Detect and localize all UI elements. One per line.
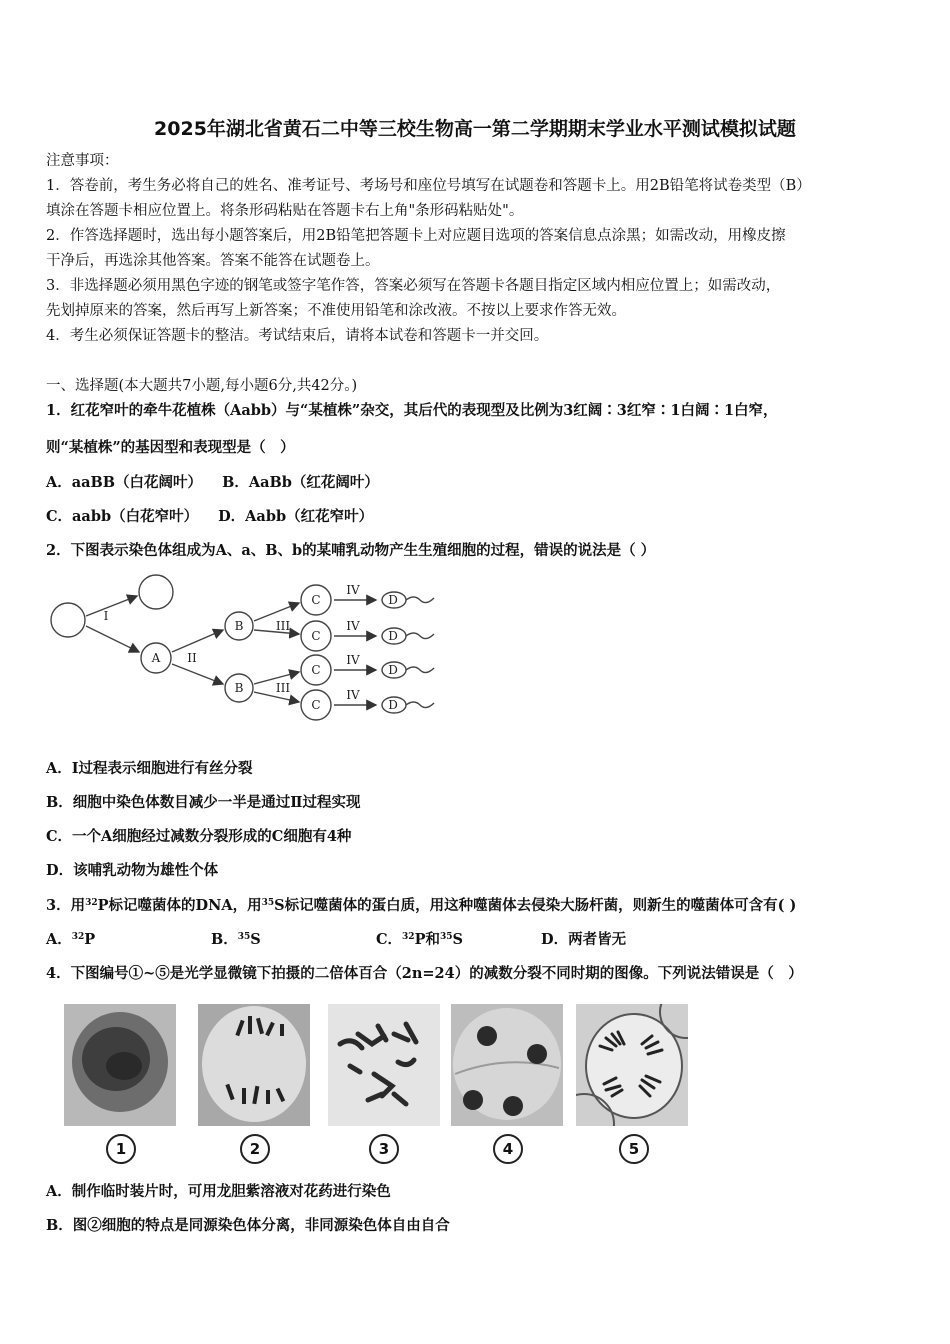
micrograph-1 bbox=[64, 1004, 176, 1126]
section-heading: 一、选择题(本大题共7小题,每小题6分,共42分。) bbox=[46, 378, 358, 394]
label-cell-c: C bbox=[311, 698, 321, 712]
micrograph-label-2: 2 bbox=[240, 1134, 270, 1164]
isotope-35: 35 bbox=[261, 898, 275, 908]
label-cell-c: C bbox=[311, 593, 321, 607]
element: P bbox=[84, 931, 96, 948]
q2-stem: 2．下图表示染色体组成为A、a、B、b的某哺乳动物产生生殖细胞的过程，错误的说法是（ ） bbox=[46, 542, 656, 559]
option-letter: B． bbox=[211, 931, 238, 948]
q3-stem-part: S标记噬菌体的蛋白质，用这种噬菌体去侵染大肠杆菌，则新生的噬菌体可含有( ) bbox=[274, 897, 797, 914]
q2-option-c[interactable]: C．一个A细胞经过减数分裂形成的C细胞有4种 bbox=[46, 828, 352, 845]
isotope-32: 32 bbox=[402, 932, 415, 942]
element: S bbox=[250, 931, 261, 948]
q3-option-c[interactable] bbox=[376, 930, 541, 950]
isotope-32: 32 bbox=[85, 898, 98, 908]
q1-options-row1 bbox=[46, 473, 908, 493]
q3-stem bbox=[46, 896, 908, 916]
label-cell-d: D bbox=[388, 593, 398, 607]
element: P和 bbox=[414, 931, 440, 948]
notice-line: 2．作答选择题时，选出每小题答案后，用2B铅笔把答题卡上对应题目选项的答案信息点涂黑；如需改动，用橡皮擦 bbox=[46, 228, 786, 244]
q2-option-b[interactable]: B．细胞中染色体数目减少一半是通过Ⅱ过程实现 bbox=[46, 794, 361, 811]
isotope-35: 35 bbox=[237, 932, 251, 942]
q3-option-a[interactable] bbox=[46, 930, 211, 950]
notice-line: 4．考生必须保证答题卡的整洁。考试结束后，请将本试卷和答题卡一并交回。 bbox=[46, 328, 549, 344]
q3-options bbox=[46, 930, 908, 950]
q4-option-a[interactable]: A．制作临时装片时，可用龙胆紫溶液对花药进行染色 bbox=[46, 1183, 391, 1200]
page-title: 2025年湖北省黄石二中等三校生物高一第二学期期末学业水平测试模拟试题 bbox=[154, 118, 796, 140]
element: S bbox=[452, 931, 463, 948]
label-cell-d: D bbox=[388, 698, 398, 712]
label-cell-a: A bbox=[151, 651, 161, 665]
label-process-4: IV bbox=[346, 619, 360, 633]
isotope-35: 35 bbox=[439, 932, 453, 942]
label-process-1: I bbox=[103, 609, 109, 623]
q4-option-b[interactable]: B．图②细胞的特点是同源染色体分离，非同源染色体自由自合 bbox=[46, 1217, 450, 1234]
q1-option-a[interactable]: A．aaBB（白花阔叶） bbox=[46, 474, 203, 491]
micrograph-3 bbox=[328, 1004, 440, 1126]
label-process-4: IV bbox=[346, 653, 360, 667]
q1-stem-cont: 则“某植株”的基因型和表现型是（ ） bbox=[46, 439, 295, 456]
notice-line: 填涂在答题卡相应位置上。将条形码粘贴在答题卡右上角"条形码粘贴处"。 bbox=[46, 203, 524, 219]
isotope-32: 32 bbox=[71, 932, 85, 942]
label-cell-c: C bbox=[311, 629, 321, 643]
q1-option-c[interactable]: C．aabb（白花窄叶） bbox=[46, 508, 199, 525]
label-cell-b: B bbox=[234, 619, 244, 633]
q2-option-d[interactable]: D．该哺乳动物为雄性个体 bbox=[46, 862, 219, 879]
notice-line: 3．非选择题必须用黑色字迹的钢笔或签字笔作答，答案必须写在答题卡各题目指定区域内相应位置上；如需改动， bbox=[46, 278, 781, 294]
micrograph-2 bbox=[198, 1004, 310, 1126]
label-cell-b: B bbox=[234, 681, 244, 695]
q1-option-d[interactable]: D．Aabb（红花窄叶） bbox=[218, 508, 374, 525]
label-process-4: IV bbox=[346, 688, 360, 702]
q1-options-row2 bbox=[46, 507, 908, 527]
q2-option-a[interactable]: A．Ⅰ过程表示细胞进行有丝分裂 bbox=[46, 760, 253, 777]
notice-line: 先划掉原来的答案，然后再写上新答案；不准使用铅笔和涂改液。不按以上要求作答无效。 bbox=[46, 303, 626, 319]
q1-option-b[interactable]: B．AaBb（红花阔叶） bbox=[222, 474, 379, 491]
micrograph-label-4: 4 bbox=[493, 1134, 523, 1164]
notice-line: 干净后，再选涂其他答案。答案不能答在试题卷上。 bbox=[46, 253, 380, 269]
label-process-3: III bbox=[275, 681, 291, 695]
label-process-3: III bbox=[275, 619, 291, 633]
micrograph-label-1: 1 bbox=[106, 1134, 136, 1164]
micrograph-5 bbox=[576, 1004, 688, 1126]
q3-option-b[interactable] bbox=[211, 930, 376, 950]
micrograph-label-5: 5 bbox=[619, 1134, 649, 1164]
q3-stem-part: 3．用 bbox=[46, 897, 86, 914]
q3-stem-part: P标记噬菌体的DNA，用 bbox=[97, 897, 262, 914]
q3-option-d[interactable]: D．两者皆无 bbox=[541, 931, 627, 948]
label-cell-c: C bbox=[311, 663, 321, 677]
option-letter: C． bbox=[376, 931, 403, 948]
label-cell-d: D bbox=[388, 663, 398, 677]
notice-heading: 注意事项： bbox=[46, 153, 119, 169]
notice-line: 1．答卷前，考生务必将自己的姓名、准考证号、考场号和座位号填写在试题卷和答题卡上。用2B铅笔将试卷类型（B） bbox=[46, 178, 811, 194]
q4-stem: 4．下图编号①~⑤是光学显微镜下拍摄的二倍体百合（2n=24）的减数分裂不同时期的图像。下列说法错误是（ ） bbox=[46, 965, 803, 982]
micrograph-label-3: 3 bbox=[369, 1134, 399, 1164]
micrograph-4 bbox=[451, 1004, 563, 1126]
q1-stem: 1．红花窄叶的牵牛花植株（Aabb）与“某植株”杂交，其后代的表现型及比例为3红阔∶3红窄∶1白阔∶1白窄， bbox=[46, 402, 778, 419]
label-cell-d: D bbox=[388, 629, 398, 643]
meiosis-diagram bbox=[46, 572, 446, 730]
option-letter: A． bbox=[46, 931, 72, 948]
label-process-2: II bbox=[187, 651, 197, 665]
label-process-4: IV bbox=[346, 583, 360, 597]
